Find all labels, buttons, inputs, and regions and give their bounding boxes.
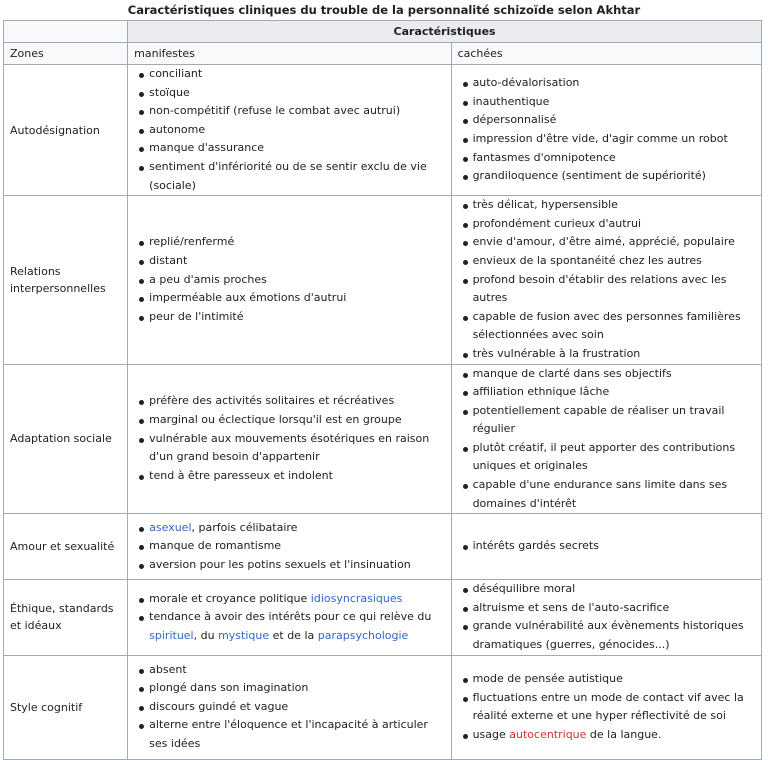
wiki-link[interactable]: mystique <box>218 628 270 642</box>
list-item <box>134 102 444 121</box>
item-text: stoïque <box>149 85 190 99</box>
list-item <box>458 196 755 215</box>
list-item <box>458 130 755 149</box>
list-item <box>134 716 444 753</box>
list-item <box>134 271 444 290</box>
item-text: plongé dans son imagination <box>149 681 309 695</box>
manifest-list <box>134 519 444 575</box>
zone-cell: Éthique, standards et idéaux <box>4 580 128 655</box>
header-hidden: cachées <box>451 43 761 65</box>
list-item <box>134 608 444 645</box>
item-text: morale et croyance politique <box>149 591 311 605</box>
manifest-list <box>134 65 444 195</box>
header-group-row <box>4 21 762 43</box>
list-item <box>458 402 755 439</box>
list-item <box>134 698 444 717</box>
manifest-cell <box>128 655 451 759</box>
list-item <box>458 149 755 168</box>
list-item <box>458 580 755 599</box>
item-text: conciliant <box>149 67 203 80</box>
list-item <box>458 689 755 726</box>
item-text: alterne entre l'éloquence et l'incapacité à articuler ses idées <box>149 718 428 751</box>
item-text: non-compétitif (refuse le combat avec autrui) <box>149 104 401 118</box>
item-text: , parfois célibataire <box>191 520 298 534</box>
item-text: manque d'assurance <box>149 141 265 155</box>
header-manifest: manifestes <box>128 43 451 65</box>
wiki-link[interactable]: autocentrique <box>509 727 587 741</box>
hidden-list <box>458 365 755 514</box>
list-item <box>134 139 444 158</box>
list-item <box>458 383 755 402</box>
list-item <box>134 233 444 252</box>
item-text: tend à être paresseux et indolent <box>149 468 333 482</box>
hidden-cell <box>451 580 761 655</box>
header-empty-cell <box>4 21 128 43</box>
wiki-link[interactable]: asexuel <box>149 520 192 534</box>
item-text: , du <box>193 628 219 642</box>
item-text: profondément curieux d'autrui <box>472 216 642 230</box>
wiki-link[interactable]: idiosyncrasiques <box>310 591 403 605</box>
manifest-list <box>134 233 444 326</box>
item-text: autonome <box>149 122 206 136</box>
list-item <box>458 308 755 345</box>
item-text: altruisme et sens de l'auto-sacrifice <box>472 600 670 614</box>
manifest-cell <box>128 364 451 514</box>
list-item <box>134 84 444 103</box>
item-text: intérêts gardés secrets <box>472 539 599 553</box>
item-text: très vulnérable à la frustration <box>472 346 641 360</box>
table-row <box>4 196 762 364</box>
table-row <box>4 65 762 196</box>
item-text: plutôt créatif, il peut apporter des contributions uniques et originales <box>472 440 736 473</box>
item-text: capable d'une endurance sans limite dans ses domaines d'intérêt <box>472 478 728 510</box>
wiki-link[interactable]: parapsychologie <box>317 628 409 642</box>
list-item <box>134 467 444 486</box>
item-text: manque de romantisme <box>149 539 282 553</box>
hidden-cell <box>451 514 761 580</box>
list-item <box>458 252 755 271</box>
hidden-list <box>458 74 755 186</box>
list-item <box>134 411 444 430</box>
header-columns-row <box>4 43 762 65</box>
item-text: replié/renfermé <box>149 235 235 249</box>
table-row <box>4 514 762 580</box>
item-text: envieux de la spontanéité chez les autres <box>472 253 702 267</box>
item-text: affiliation ethnique lâche <box>472 385 610 399</box>
list-item <box>458 74 755 93</box>
list-item <box>458 365 755 384</box>
list-item <box>458 599 755 618</box>
item-text: grandiloquence (sentiment de supériorité) <box>472 169 706 183</box>
item-text: préfère des activités solitaires et récréatives <box>149 394 395 408</box>
list-item <box>458 345 755 364</box>
manifest-cell <box>128 580 451 655</box>
manifest-cell <box>128 514 451 580</box>
item-text: et de la <box>269 628 318 642</box>
wiki-link[interactable]: spirituel <box>149 628 194 642</box>
list-item <box>134 158 444 195</box>
item-text: vulnérable aux mouvements ésotériques en raison d'un grand besoin d'appartenir <box>149 431 430 464</box>
manifest-cell <box>128 196 451 364</box>
list-item <box>134 252 444 271</box>
list-item <box>458 233 755 252</box>
item-text: auto-dévalorisation <box>472 76 580 90</box>
list-item <box>458 167 755 186</box>
item-text: fantasmes d'omnipotence <box>472 150 616 164</box>
item-text: absent <box>149 662 187 676</box>
item-text: manque de clarté dans ses objectifs <box>472 366 672 380</box>
item-text: tendance à avoir des intérêts pour ce qui relève du <box>149 610 432 624</box>
list-item <box>458 271 755 308</box>
item-text: potentiellement capable de réaliser un travail régulier <box>472 403 725 436</box>
list-item <box>458 111 755 130</box>
list-item <box>134 430 444 467</box>
hidden-cell <box>451 65 761 196</box>
zone-cell: Relations interpersonnelles <box>4 196 128 364</box>
list-item <box>458 215 755 234</box>
characteristics-table <box>3 20 762 760</box>
list-item <box>458 670 755 689</box>
zone-cell: Style cognitif <box>4 655 128 759</box>
list-item <box>134 65 444 84</box>
list-item <box>134 308 444 327</box>
item-text: impression d'être vide, d'agir comme un robot <box>472 132 728 146</box>
item-text: distant <box>149 253 188 267</box>
table-row <box>4 655 762 759</box>
item-text: très délicat, hypersensible <box>472 198 618 212</box>
list-item <box>134 679 444 698</box>
item-text: déséquilibre moral <box>472 582 576 596</box>
zone-cell: Amour et sexualité <box>4 514 128 580</box>
hidden-list <box>458 537 755 556</box>
item-text: imperméable aux émotions d'autrui <box>149 291 347 305</box>
hidden-cell <box>451 655 761 759</box>
manifest-list <box>134 392 444 485</box>
item-text: marginal ou éclectique lorsqu'il est en groupe <box>149 412 402 426</box>
list-item <box>134 289 444 308</box>
header-zones: Zones <box>4 43 128 65</box>
zone-cell: Adaptation sociale <box>4 364 128 514</box>
item-text: sentiment d'infériorité ou de se sentir exclu de vie (sociale) <box>149 159 427 192</box>
item-text: profond besoin d'établir des relations avec les autres <box>472 272 727 305</box>
list-item <box>134 661 444 680</box>
zone-cell: Autodésignation <box>4 65 128 196</box>
hidden-list <box>458 670 755 744</box>
item-text: mode de pensée autistique <box>472 671 623 685</box>
list-item <box>134 590 444 609</box>
hidden-cell <box>451 364 761 514</box>
list-item <box>134 556 444 575</box>
item-text: peur de l'intimité <box>149 309 244 323</box>
list-item <box>458 476 755 513</box>
hidden-cell <box>451 196 761 364</box>
hidden-list <box>458 196 755 363</box>
header-group: Caractéristiques <box>128 21 762 43</box>
list-item <box>134 121 444 140</box>
item-text: inauthentique <box>472 94 550 108</box>
item-text: a peu d'amis proches <box>149 272 267 286</box>
list-item <box>134 392 444 411</box>
manifest-list <box>134 590 444 646</box>
list-item <box>458 617 755 654</box>
list-item <box>458 439 755 476</box>
item-text: discours guindé et vague <box>149 699 289 713</box>
item-text: usage <box>472 727 510 741</box>
list-item <box>458 726 755 745</box>
table-row <box>4 364 762 514</box>
list-item <box>134 537 444 556</box>
item-text: fluctuations entre un mode de contact vif avec la réalité externe et une hyper réflectivité de soi <box>472 690 744 723</box>
list-item <box>458 537 755 556</box>
list-item <box>134 519 444 538</box>
manifest-list <box>134 661 444 754</box>
item-text: grande vulnérabilité aux évènements historiques dramatiques (guerres, génocides...) <box>472 619 744 652</box>
manifest-cell <box>128 65 451 196</box>
item-text: de la langue. <box>586 727 662 741</box>
list-item <box>458 93 755 112</box>
item-text: dépersonnalisé <box>472 113 557 127</box>
table-row <box>4 580 762 655</box>
item-text: aversion pour les potins sexuels et l'insinuation <box>149 558 411 572</box>
item-text: capable de fusion avec des personnes familières sélectionnées avec soin <box>472 309 741 342</box>
item-text: envie d'amour, d'être aimé, apprécié, populaire <box>472 235 735 249</box>
table-caption: Caractéristiques cliniques du trouble de la personnalité schizoïde selon Akhtar <box>127 3 641 17</box>
hidden-list <box>458 580 755 654</box>
